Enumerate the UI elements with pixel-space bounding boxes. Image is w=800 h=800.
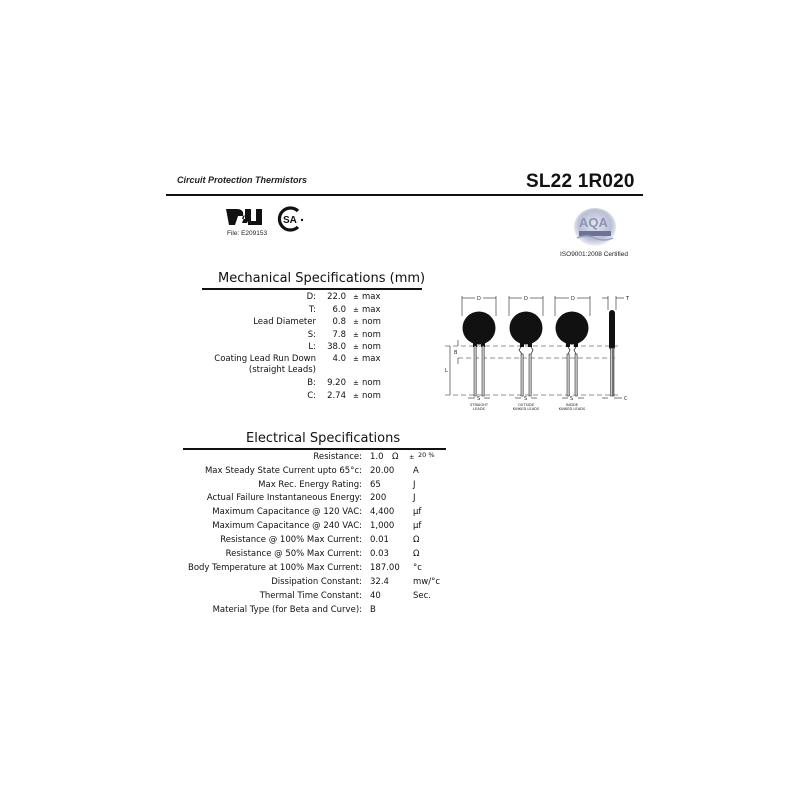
elec-row	[0, 465, 800, 477]
elec-value: 40	[370, 591, 381, 601]
elec-unit: µf	[413, 507, 422, 517]
elec-unit: J	[413, 493, 416, 503]
thermistor-dimension-diagram	[440, 290, 640, 415]
elec-row	[0, 479, 800, 491]
svg-text:D: D	[571, 296, 575, 302]
svg-text:D: D	[524, 296, 528, 302]
series-subtitle: Circuit Protection Thermistors	[177, 175, 308, 185]
header-divider	[166, 194, 643, 196]
elec-value: 65	[370, 480, 381, 490]
elec-row	[0, 548, 800, 560]
svg-text:STRAIGHT: STRAIGHT	[469, 403, 489, 407]
mech-tolerance: nom	[362, 342, 381, 352]
elec-row	[0, 590, 800, 602]
mechanical-divider	[202, 288, 422, 290]
elec-label: Resistance @ 50% Max Current:	[225, 549, 362, 559]
svg-text:C: C	[624, 396, 628, 402]
plus-minus-symbol: ±	[353, 343, 359, 351]
mech-tolerance: max	[362, 305, 381, 315]
plus-minus-symbol: ±	[409, 453, 415, 461]
elec-value: 20.00	[370, 466, 395, 476]
svg-text:D: D	[477, 296, 481, 302]
electrical-divider	[183, 448, 446, 450]
svg-text:S: S	[524, 396, 528, 402]
elec-unit: Sec.	[413, 591, 432, 601]
mech-value: 2.74	[327, 391, 346, 401]
elec-row	[0, 576, 800, 588]
svg-text:B: B	[454, 350, 458, 356]
elec-unit: J	[413, 480, 416, 490]
svg-text:INSIDE: INSIDE	[565, 403, 579, 407]
electrical-specs-title: Electrical Specifications	[246, 431, 401, 446]
plus-minus-symbol: ±	[353, 355, 359, 363]
mech-label: T:	[308, 305, 316, 315]
mech-tolerance: max	[362, 354, 381, 364]
mech-row-d	[0, 291, 800, 303]
elec-value: 0.01	[370, 535, 389, 545]
elec-label: Body Temperature at 100% Max Current:	[187, 563, 362, 573]
elec-label: Thermal Time Constant:	[259, 591, 362, 601]
mech-label: L:	[308, 342, 316, 352]
elec-label: Max Rec. Energy Rating:	[258, 480, 362, 490]
mech-tolerance: nom	[362, 378, 381, 388]
elec-label: Max Steady State Current upto 65°c:	[204, 466, 362, 476]
mech-row-coating-note	[0, 364, 800, 376]
plus-minus-symbol: ±	[353, 293, 359, 301]
elec-label: Resistance @ 100% Max Current:	[220, 535, 362, 545]
elec-label: Resistance:	[313, 452, 362, 462]
mech-row-lead-diameter	[0, 316, 800, 328]
elec-row	[0, 492, 800, 504]
elec-unit: A	[413, 466, 419, 476]
elec-value: 4,400	[370, 507, 395, 517]
elec-value: 187.00	[370, 563, 400, 573]
mech-label: C:	[307, 391, 316, 401]
mech-row-c	[0, 390, 800, 402]
elec-value: 200	[370, 493, 387, 503]
svg-text:SA: SA	[283, 215, 297, 226]
elec-row	[0, 520, 800, 532]
aqa-iso-logo-icon	[573, 207, 617, 247]
elec-row	[0, 604, 800, 616]
svg-text:KINKED LEADS: KINKED LEADS	[512, 407, 540, 411]
ul-file-number: File: E209153	[227, 230, 268, 237]
elec-label: Maximum Capacitance @ 240 VAC:	[212, 521, 362, 531]
elec-row-resistance	[0, 451, 800, 463]
elec-unit: mw/°c	[413, 577, 441, 587]
elec-unit: µf	[413, 521, 422, 531]
mech-label: B:	[307, 378, 316, 388]
mech-row-t	[0, 304, 800, 316]
elec-unit: Ω	[413, 549, 420, 559]
mech-value: 6.0	[332, 305, 346, 315]
mechanical-specs-title: Mechanical Specifications (mm)	[218, 271, 426, 286]
svg-text:T: T	[626, 296, 630, 302]
elec-value: B	[370, 605, 376, 615]
plus-minus-symbol: ±	[353, 306, 359, 314]
mech-tolerance: nom	[362, 330, 381, 340]
svg-text:S: S	[570, 396, 574, 402]
plus-minus-symbol: ±	[353, 379, 359, 387]
elec-label: Dissipation Constant:	[271, 577, 362, 587]
ohm-unit: Ω	[392, 452, 399, 462]
mech-value: 7.8	[332, 330, 346, 340]
ul-logo-icon	[225, 207, 263, 229]
elec-row	[0, 562, 800, 574]
resistance-tolerance: 20 %	[418, 451, 435, 459]
mech-label: D:	[306, 292, 316, 302]
mech-value: 38.0	[327, 342, 346, 352]
elec-unit: Ω	[413, 535, 420, 545]
svg-text:®: ®	[258, 209, 262, 214]
mech-value: 22.0	[327, 292, 346, 302]
csa-logo-icon	[276, 205, 306, 233]
elec-label: Material Type (for Beta and Curve):	[212, 605, 362, 615]
elec-unit: °c	[413, 563, 422, 573]
plus-minus-symbol: ±	[353, 318, 359, 326]
mech-value: 0.8	[332, 317, 346, 327]
mech-label: (straight Leads)	[248, 365, 316, 375]
mech-tolerance: nom	[362, 317, 381, 327]
mech-row-s	[0, 329, 800, 341]
plus-minus-symbol: ±	[353, 331, 359, 339]
mech-row-l	[0, 341, 800, 353]
elec-value: 0.03	[370, 549, 389, 559]
plus-minus-symbol: ±	[353, 392, 359, 400]
mech-label: Coating Lead Run Down	[214, 354, 316, 364]
elec-label: Maximum Capacitance @ 120 VAC:	[212, 507, 362, 517]
svg-text:OUTSIDE: OUTSIDE	[517, 403, 535, 407]
mech-value: 9.20	[327, 378, 346, 388]
mech-value: 4.0	[332, 354, 346, 364]
mech-tolerance: max	[362, 292, 381, 302]
part-number-title: SL22 1R020	[526, 171, 635, 192]
elec-label: Actual Failure Instantaneous Energy:	[206, 493, 362, 503]
iso-certification-text: ISO9001:2008 Certified	[560, 251, 628, 258]
mech-label: S:	[307, 330, 316, 340]
elec-value: 1,000	[370, 521, 395, 531]
svg-text:LEADS: LEADS	[473, 407, 485, 411]
svg-text:L: L	[445, 368, 448, 374]
elec-value: 1.0	[370, 452, 384, 462]
elec-row	[0, 506, 800, 518]
mech-tolerance: nom	[362, 391, 381, 401]
svg-text:S: S	[477, 396, 481, 402]
mech-label: Lead Diameter	[253, 317, 316, 327]
elec-value: 32.4	[370, 577, 389, 587]
mech-row-b	[0, 377, 800, 389]
svg-text:AQA: AQA	[579, 215, 608, 230]
elec-row	[0, 534, 800, 546]
svg-text:KINKED LEADS: KINKED LEADS	[558, 407, 586, 411]
